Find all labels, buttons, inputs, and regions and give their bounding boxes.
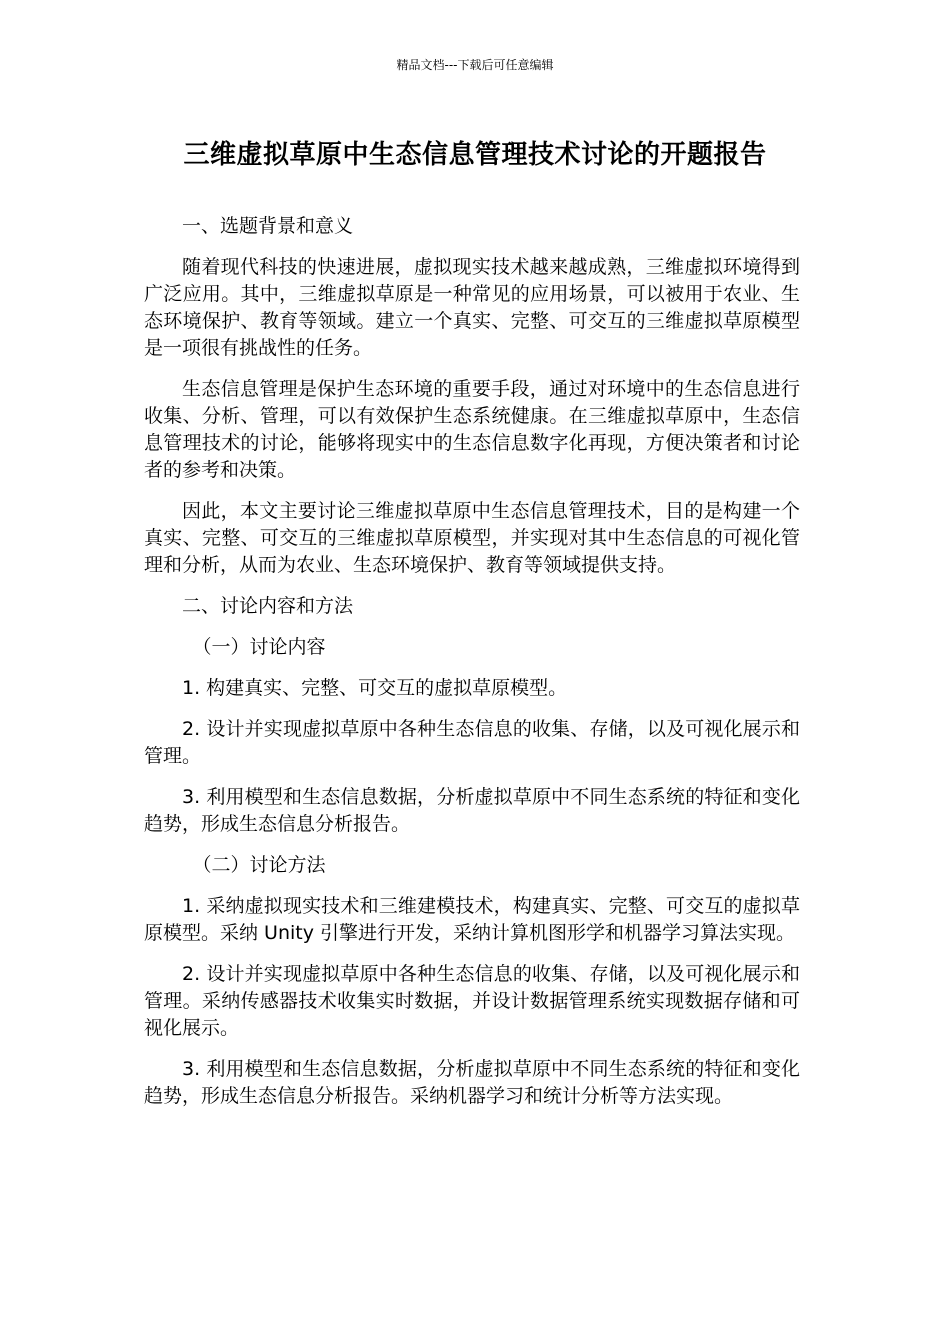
subsection-heading-method: （二）讨论方法 (192, 854, 326, 876)
document-body (144, 213, 800, 1124)
method-item-3: 3. 利用模型和生态信息数据，分析虚拟草原中不同生态系统的特征和变化趋势，形成生态信息分析报告。采纳机器学习和统计分析等方法实现。 (144, 1058, 800, 1107)
paragraph-background-1: 随着现代科技的快速进展，虚拟现实技术越来越成熟，三维虚拟环境得到广泛应用。其中，三维虚拟草原是一种常见的应用场景，可以被用于农业、生态环境保护、教育等领域。建立一个真实、完整、可交互的三维虚拟草原模型是一项很有挑战性的任务。 (144, 256, 800, 359)
method-item-1: 1. 采纳虚拟现实技术和三维建模技术，构建真实、完整、可交互的虚拟草原模型。采纳 Unity 引擎进行开发，采纳计算机图形学和机器学习算法实现。 (144, 895, 800, 944)
header-note: 精品文档---下载后可任意编辑 (396, 58, 554, 72)
document-title: 三维虚拟草原中生态信息管理技术讨论的开题报告 (183, 140, 767, 170)
subsection-heading-content: （一）讨论内容 (192, 636, 326, 658)
paragraph-background-3: 因此，本文主要讨论三维虚拟草原中生态信息管理技术，目的是构建一个真实、完整、可交互的三维虚拟草原模型，并实现对其中生态信息的可视化管理和分析，从而为农业、生态环境保护、教育等领域提供支持。 (144, 500, 800, 576)
method-item-2: 2. 设计并实现虚拟草原中各种生态信息的收集、存储，以及可视化展示和管理。采纳传感器技术收集实时数据，并设计数据管理系统实现数据存储和可视化展示。 (144, 963, 800, 1039)
content-item-1: 1. 构建真实、完整、可交互的虚拟草原模型。 (182, 677, 568, 699)
paragraph-background-2: 生态信息管理是保护生态环境的重要手段，通过对环境中的生态信息进行收集、分析、管理，可以有效保护生态系统健康。在三维虚拟草原中，生态信息管理技术的讨论，能够将现实中的生态信息数字化再现，方便决策者和讨论者的参考和决策。 (144, 378, 800, 481)
section-heading-content-method: 二、讨论内容和方法 (182, 595, 354, 617)
content-item-2: 2. 设计并实现虚拟草原中各种生态信息的收集、存储，以及可视化展示和管理。 (144, 718, 800, 767)
content-item-3: 3. 利用模型和生态信息数据，分析虚拟草原中不同生态系统的特征和变化趋势，形成生态信息分析报告。 (144, 786, 800, 835)
section-heading-background: 一、选题背景和意义 (182, 215, 354, 237)
